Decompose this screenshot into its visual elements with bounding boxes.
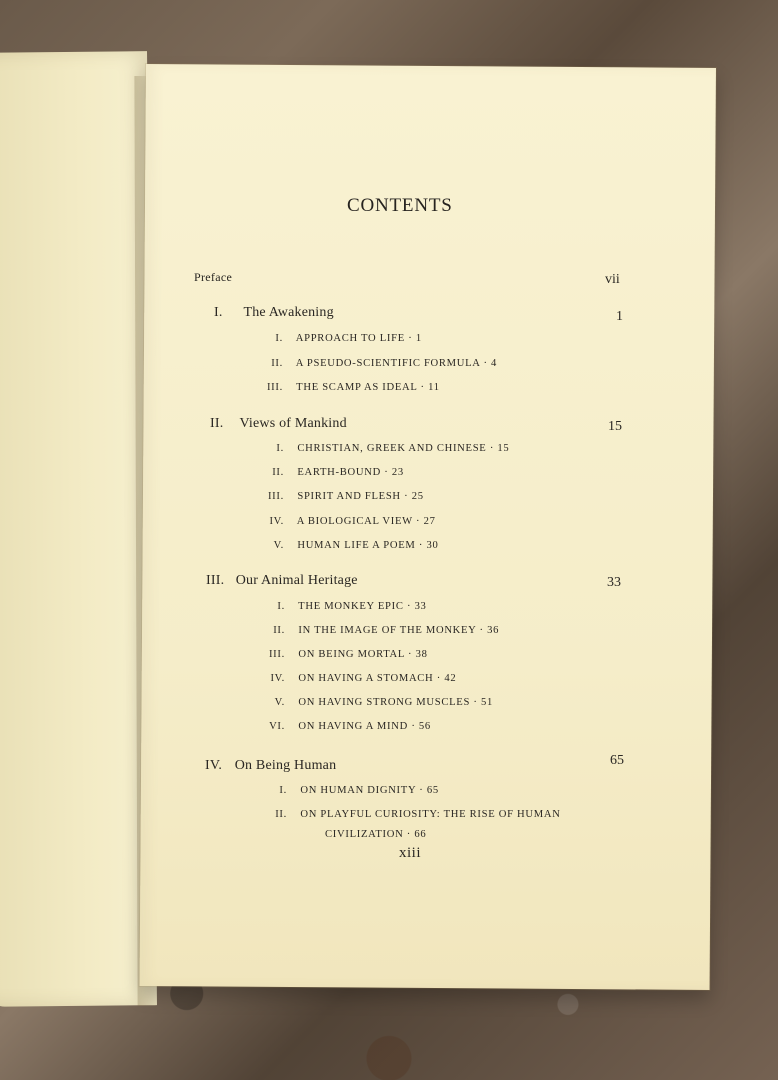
chapter-3-sub-6 <box>257 721 431 732</box>
chapter-4-sub-2 <box>259 809 561 820</box>
chapter-4-sub-3-title: CIVILIZATION <box>325 829 404 840</box>
preface-label: Preface <box>194 270 233 284</box>
chapter-2 <box>210 416 347 432</box>
chapter-1-sub-3-number: III. <box>266 382 283 393</box>
chapter-3-page: 33 <box>607 575 621 590</box>
chapter-2-sub-5 <box>256 540 438 551</box>
chapter-2-page: 15 <box>608 419 622 434</box>
chapter-3 <box>206 573 358 589</box>
chapter-4-sub-2-continuation <box>325 829 426 840</box>
chapter-2-sub-2-title: EARTH-BOUND <box>297 467 381 478</box>
chapter-3-sub-1-title: THE MONKEY EPIC <box>298 601 404 612</box>
chapter-4-title: On Being Human <box>234 758 337 773</box>
chapter-1-number: I. <box>214 305 223 320</box>
chapter-1 <box>214 305 334 321</box>
chapter-3-sub-6-title: ON HAVING A MIND <box>298 721 408 732</box>
separator-dot: · <box>408 333 416 344</box>
contents-heading: CONTENTS <box>347 195 453 216</box>
chapter-3-sub-1-page: 33 <box>414 601 427 612</box>
chapter-3-sub-5-title: ON HAVING STRONG MUSCLES <box>298 697 471 708</box>
chapter-4-sub-1 <box>259 785 439 796</box>
chapter-3-sub-3 <box>257 649 428 660</box>
chapter-2-sub-1 <box>256 443 509 454</box>
separator-dot: · <box>411 721 419 732</box>
chapter-3-sub-4-number: IV. <box>270 673 285 684</box>
chapter-2-sub-2-number: II. <box>272 467 284 478</box>
chapter-1-sub-1-page: 1 <box>415 333 422 344</box>
chapter-3-sub-2-title: IN THE IMAGE OF THE MONKEY <box>298 625 477 636</box>
chapter-2-number: II. <box>210 416 224 431</box>
chapter-2-sub-1-number: I. <box>276 443 284 454</box>
chapter-2-sub-2-page: 23 <box>391 467 404 478</box>
chapter-1-sub-2 <box>255 358 497 369</box>
separator-dot: · <box>418 540 427 551</box>
chapter-4-sub-3-page: 66 <box>414 829 427 840</box>
chapter-3-sub-2 <box>257 625 499 636</box>
chapter-2-title: Views of Mankind <box>239 416 347 431</box>
chapter-1-title: The Awakening <box>243 305 334 320</box>
chapter-3-sub-5-number: V. <box>274 697 285 708</box>
preface-page: vii <box>605 272 620 287</box>
chapter-2-sub-4-title: A BIOLOGICAL VIEW <box>296 516 413 527</box>
chapter-3-sub-6-page: 56 <box>418 721 431 732</box>
chapter-4-sub-2-title: ON PLAYFUL CURIOSITY: THE RISE OF HUMAN <box>300 809 561 820</box>
chapter-2-sub-4-number: IV. <box>269 516 284 527</box>
chapter-2-sub-5-title: HUMAN LIFE A POEM <box>297 540 416 551</box>
separator-dot: · <box>489 443 498 454</box>
preface-line <box>194 270 232 285</box>
chapter-1-sub-2-number: II. <box>271 358 283 369</box>
chapter-3-sub-5 <box>257 697 493 708</box>
separator-dot: · <box>406 829 415 840</box>
chapter-2-sub-3-page: 25 <box>411 491 424 502</box>
chapter-2-sub-1-title: CHRISTIAN, GREEK AND CHINESE <box>297 443 487 454</box>
chapter-3-sub-3-number: III. <box>268 649 285 660</box>
separator-dot: · <box>404 491 412 502</box>
chapter-1-page: 1 <box>616 309 623 324</box>
chapter-1-sub-3-page: 11 <box>428 382 440 393</box>
chapter-3-sub-6-number: VI. <box>269 721 285 732</box>
chapter-4-sub-1-title: ON HUMAN DIGNITY <box>300 785 416 796</box>
separator-dot: · <box>384 467 392 478</box>
chapter-2-sub-4 <box>256 516 436 527</box>
chapter-2-sub-3 <box>256 491 424 502</box>
chapter-4-sub-2-number: II. <box>275 809 287 820</box>
chapter-3-title: Our Animal Heritage <box>235 573 358 588</box>
chapter-3-sub-2-number: II. <box>273 625 285 636</box>
separator-dot: · <box>420 382 429 393</box>
separator-dot: · <box>479 625 488 636</box>
chapter-4-number: IV. <box>205 758 223 773</box>
separator-dot: · <box>408 649 416 660</box>
chapter-4 <box>205 758 336 774</box>
chapter-2-sub-4-page: 27 <box>423 516 436 527</box>
chapter-2-sub-5-number: V. <box>273 540 284 551</box>
chapter-1-sub-3 <box>255 382 440 393</box>
chapter-3-sub-1 <box>257 601 427 612</box>
chapter-3-sub-4-page: 42 <box>444 673 457 684</box>
separator-dot: · <box>483 358 492 369</box>
separator-dot: · <box>406 601 415 612</box>
chapter-2-sub-3-number: III. <box>267 491 284 502</box>
left-page <box>0 51 157 1007</box>
chapter-3-sub-2-page: 36 <box>487 625 500 636</box>
chapter-3-sub-3-title: ON BEING MORTAL <box>298 649 405 660</box>
chapter-2-sub-5-page: 30 <box>426 540 439 551</box>
chapter-1-sub-1 <box>255 333 422 344</box>
chapter-3-sub-1-number: I. <box>277 601 285 612</box>
chapter-1-sub-2-title: A PSEUDO-SCIENTIFIC FORMULA <box>295 358 481 369</box>
chapter-3-number: III. <box>206 573 225 588</box>
chapter-3-sub-4-title: ON HAVING A STOMACH <box>298 673 434 684</box>
chapter-3-sub-4 <box>257 673 456 684</box>
chapter-1-sub-1-number: I. <box>275 333 283 344</box>
chapter-3-sub-5-page: 51 <box>481 697 493 708</box>
chapter-2-sub-3-title: SPIRIT AND FLESH <box>297 491 401 502</box>
chapter-4-sub-1-number: I. <box>279 785 287 796</box>
chapter-4-page: 65 <box>610 753 624 768</box>
chapter-2-sub-1-page: 15 <box>497 443 510 454</box>
chapter-3-sub-3-page: 38 <box>415 649 428 660</box>
chapter-1-sub-1-title: APPROACH TO LIFE <box>295 333 405 344</box>
separator-dot: · <box>419 785 427 796</box>
chapter-1-sub-3-title: THE SCAMP AS IDEAL <box>296 382 418 393</box>
chapter-4-sub-1-page: 65 <box>426 785 439 796</box>
chapter-2-sub-2 <box>256 467 404 478</box>
separator-dot: · <box>473 697 481 708</box>
separator-dot: · <box>416 516 424 527</box>
footer-page-number: xiii <box>399 845 422 861</box>
chapter-1-sub-2-page: 4 <box>491 358 498 369</box>
separator-dot: · <box>436 673 445 684</box>
